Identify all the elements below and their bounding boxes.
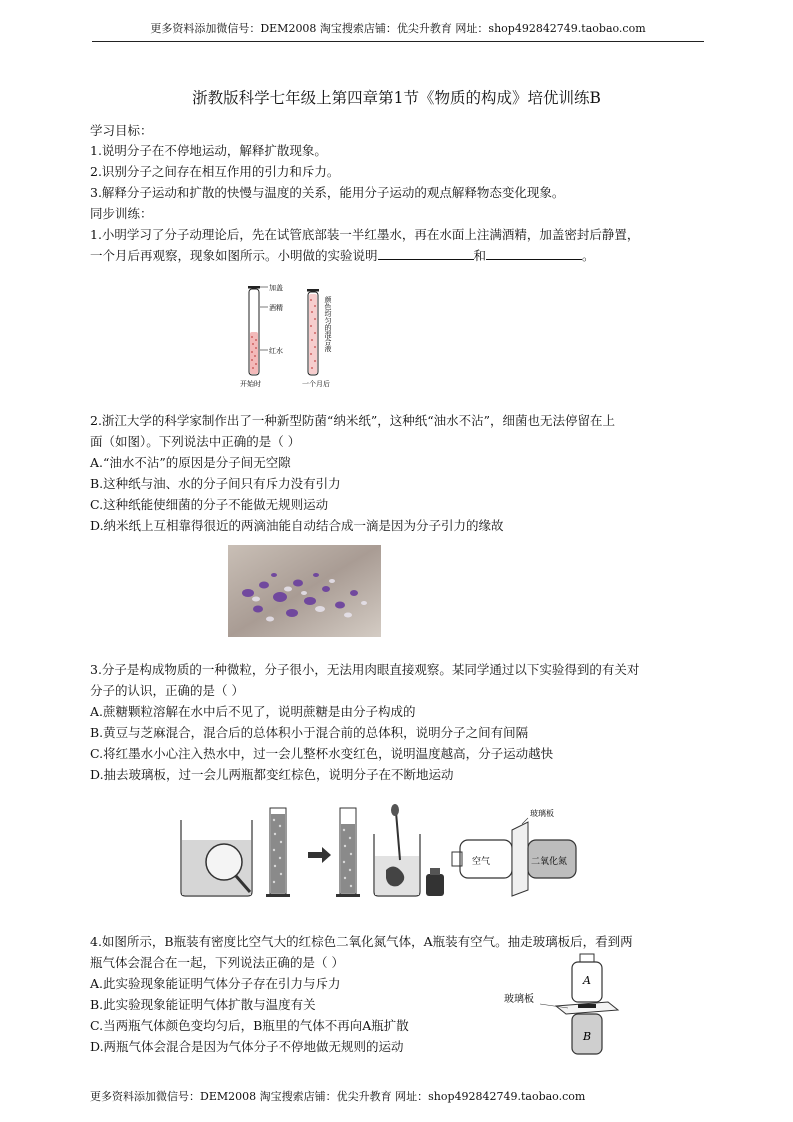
q2-line2: 面（如图）。下列说法中正确的是（ ） — [90, 434, 301, 449]
nano-paper-photo — [228, 545, 381, 637]
answer-blank-2[interactable] — [486, 247, 582, 260]
bottle-a-label: A — [583, 974, 591, 987]
q1-line2-text: 一个月后再观察，现象如图所示。小明做的实验说明 — [90, 248, 378, 263]
q3-line1: 3.分子是构成物质的一种微粒，分子很小，无法用肉眼直接观察。某同学通过以下实验得到的有关对 — [90, 662, 640, 677]
start-label: 开始时 — [240, 380, 261, 388]
q3-experiments-figure — [176, 800, 581, 900]
q4-line1: 4.如图所示，B瓶装有密度比空气大的红棕色二氧化氮气体，A瓶装有空气。抽走玻璃板后，看到两 — [90, 934, 633, 949]
bottle-b-label: B — [583, 1030, 592, 1043]
q3-option-b: B.黄豆与芝麻混合，混合后的总体积小于混合前的总体积，说明分子之间有间隔 — [90, 725, 529, 740]
objective-item: 1.说明分子在不停地运动，解释扩散现象。 — [90, 143, 327, 158]
cap-label: 加盖 — [269, 284, 283, 292]
q2-option-c: C.这种纸能使细菌的分子不能做无规则运动 — [90, 497, 329, 512]
practice-heading: 同步训练： — [90, 206, 153, 221]
objectives-heading: 学习目标： — [90, 123, 153, 138]
gas-bottles-figure — [490, 952, 620, 1058]
q4-line2: 瓶气体会混合在一起，下列说法正确的是（ ） — [90, 955, 344, 970]
objective-item: 2.识别分子之间存在相互作用的引力和斥力。 — [90, 164, 340, 179]
q2-option-d: D.纳米纸上互相靠得很近的两滴油能自动结合成一滴是因为分子引力的缘故 — [90, 518, 504, 533]
q4-option-b: B.此实验现象能证明气体扩散与温度有关 — [90, 997, 316, 1012]
alcohol-label: 酒精 — [269, 304, 283, 312]
test-tube-figure — [238, 282, 353, 390]
q1-period: 。 — [582, 248, 595, 263]
q3-line2: 分子的认识，正确的是（ ） — [90, 683, 244, 698]
mixed-label: 颜色均匀的混合液 — [324, 296, 332, 352]
q4-option-d: D.两瓶气体会混合是因为气体分子不停地做无规则的运动 — [90, 1039, 404, 1054]
page-header: 更多资料添加微信号：DEM2008 淘宝搜索店铺：优尖升教育 网址：shop492842749.taobao.com — [92, 20, 704, 42]
q4-option-a: A.此实验现象能证明气体分子存在引力与斥力 — [90, 976, 341, 991]
after-label: 一个月后 — [302, 380, 330, 388]
q3-option-c: C.将红墨水小心注入热水中，过一会儿整杯水变红色，说明温度越高，分子运动越快 — [90, 746, 554, 761]
page-footer: 更多资料添加微信号：DEM2008 淘宝搜索店铺：优尖升教育 网址：shop492842749.taobao.com — [90, 1090, 586, 1103]
glass-plate-label: 玻璃板 — [530, 809, 554, 818]
q1-and: 和 — [473, 248, 487, 263]
no2-label: 二氧化氮 — [531, 857, 568, 867]
worksheet-title: 浙教版科学七年级上第四章第1节《物质的构成》培优训练B — [192, 89, 601, 107]
q1-line1: 1.小明学习了分子动理论后，先在试管底部装一半红墨水，再在水面上注满酒精，加盖密封后静置， — [90, 227, 640, 242]
q1-line2 — [90, 246, 595, 264]
q4-option-c: C.当两瓶气体颜色变均匀后，B瓶里的气体不再向A瓶扩散 — [90, 1018, 409, 1033]
plate-label: 玻璃板 — [504, 994, 534, 1005]
objective-item: 3.解释分子运动和扩散的快慢与温度的关系，能用分子运动的观点解释物态变化现象。 — [90, 185, 565, 200]
answer-blank-1[interactable] — [378, 247, 474, 260]
air-label: 空气 — [472, 857, 491, 867]
q2-option-b: B.这种纸与油、水的分子间只有斥力没有引力 — [90, 476, 341, 491]
q3-option-d: D.抽去玻璃板，过一会儿两瓶都变红棕色，说明分子在不断地运动 — [90, 767, 454, 782]
q3-option-a: A.蔗糖颗粒溶解在水中后不见了，说明蔗糖是由分子构成的 — [90, 704, 416, 719]
q2-option-a: A.“油水不沾”的原因是分子间无空隙 — [90, 455, 291, 470]
ink-label: 红水 — [269, 347, 283, 355]
q2-line1: 2.浙江大学的科学家制作出了一种新型防菌“纳米纸”，这种纸“油水不沾”，细菌也无法停留在上 — [90, 413, 615, 428]
